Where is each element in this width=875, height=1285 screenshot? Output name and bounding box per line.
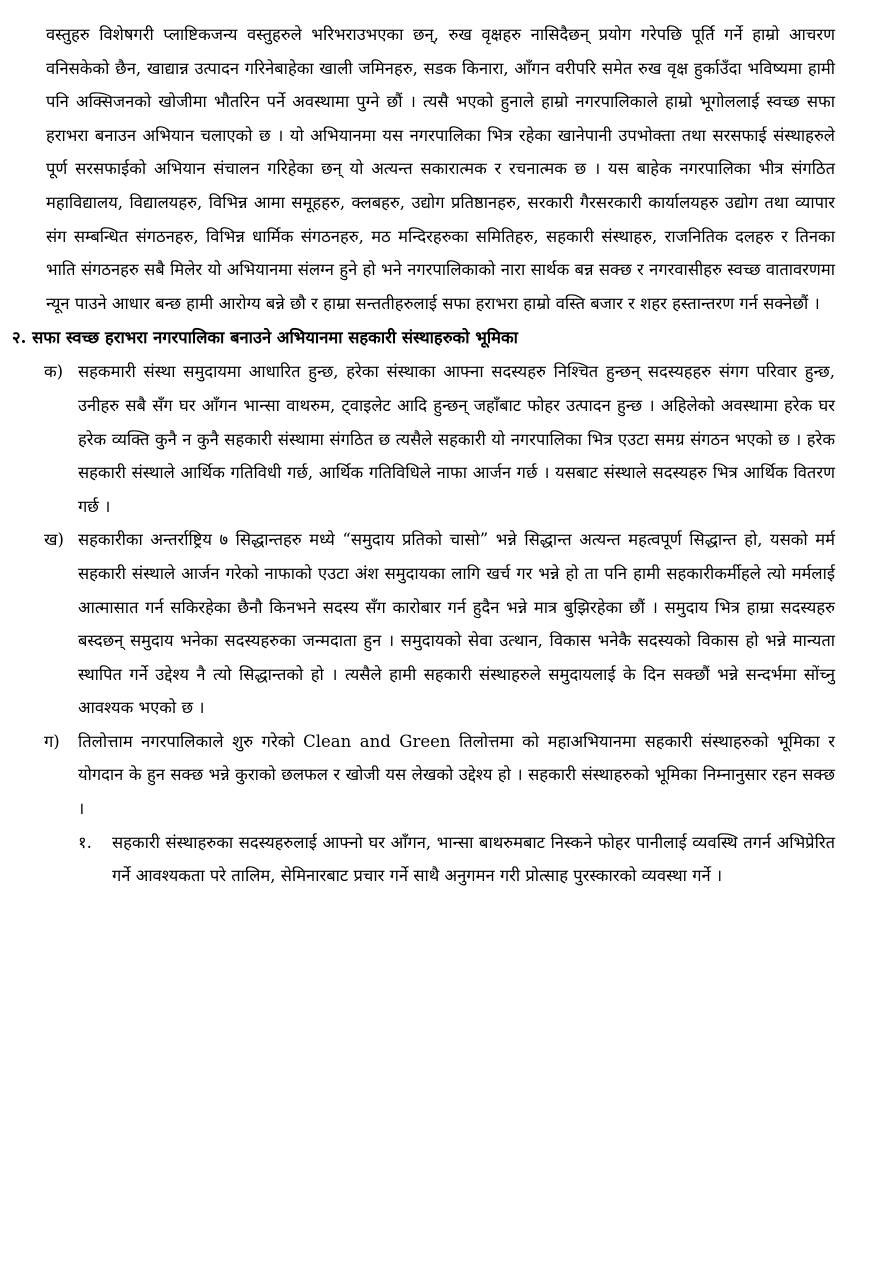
list-item: [44, 523, 835, 725]
list-item-text: तिलोत्ताम नगरपालिकाले शुरु गरेको Clean and Green तिलोत्तमा को महाअभियानमा सहकारी संस्थाहरुको भूमिका र योगदान के हुन सक्छ भन्ने कुराको छलफल र खोजी यस लेखको उद्देश्य हो । सहकारी संस्थाहरुको भूमिका निम्नानुसार रहन सक्छ ।: [78, 731, 835, 819]
list-item-marker: ख): [44, 530, 64, 550]
list-item-text: सहकमारी संस्था समुदायमा आधारित हुन्छ, हरेका संस्थाका आफ्ना सदस्यहरु निश्चित हुन्छन् सदस्यहहरु संगग परिवार हुन्छ, उनीहरु सबै सँग घर आँगन भान्सा वाथरुम, ट्वाइलेट आदि हुन्छन् जहाँबाट फोहर उत्पादन हुन्छ । अहिलेको अवस्थामा हरेक घर हरेक व्यक्ति कुनै न कुनै सहकारी संस्थामा संगठित छ त्यसैले सहकारी यो नगरपालिका भित्र एउटा समग्र संगठन भएको छ । हरेक सहकारी संस्थाले आर्थिक गतिविधी गर्छ, आर्थिक गतिविधिले नाफा आर्जन गर्छ । यसबाट संस्थाले सदस्यहरु भित्र आर्थिक वितरण गर्छ ।: [78, 362, 835, 516]
list-item: [44, 725, 835, 826]
intro-paragraph: वस्तुहरु विशेषगरी प्लाष्टिकजन्य वस्तुहरुले भरिभराउभएका छन्, रुख वृक्षहरु नासिदैछन् प्रयोग गरेपछि पूर्ति गर्ने हाम्रो आचरण वनिसकेको छैन, खाद्यान्न उत्पादन गरिनेबाहेका खाली जमिनहरु, सडक किनारा, आँगन वरीपरि समेत रुख वृक्ष हुर्काउँदा भविष्यमा हामी पनि अक्सिजनको खोजीमा भौतरिन पर्ने अवस्थामा पुग्ने छौं । त्यसै भएको हुनाले हाम्रो नगरपालिकाले हाम्रो भूगोललाई स्वच्छ सफा हराभरा बनाउन अभियान चलाएको छ । यो अभियानमा यस नगरपालिका भित्र रहेका खानेपानी उपभोक्ता तथा सरसफाई संस्थाहरुले पूर्ण सरसफाईको अभियान संचालन गरिहेका छन् यो अत्यन्त सकारात्मक र रचनात्मक छ । यस बाहेक नगरपालिका भीत्र संगठित महाविद्यालय, विद्यालयहरु, विभिन्न आमा समूहहरु, क्लबहरु, उद्योग प्रतिष्ठानहरु, सरकारी गैरसरकारी कार्यालयहरु उद्योग तथा व्यापार संग सम्बन्धित संगठनहरु, विभिन्न धार्मिक संगठनहरु, मठ मन्दिरहरुका समितिहरु, सहकारी संस्थाहरु, राजनितिक दलहरु र तिनका भाति संगठनहरु सबै मिलेर यो अभियानमा संलग्न हुने हो भने नगरपालिकाको नारा सार्थक बन्न सक्छ र नगरवासीहरु स्वच्छ वातावरणमा न्यून पाउने आधार बन्छ हामी आरोग्य बन्ने छौ र हाम्रा सन्ततीहरुलाई सफा हराभरा हाम्रो वस्ति बजार र शहर हस्तान्तरण गर्न सक्नेछौं ।: [46, 25, 835, 313]
sub-list-item: [78, 826, 835, 893]
list-item-text: सहकारीका अन्तर्राष्ट्रिय ७ सिद्धान्तहरु मध्ये “समुदाय प्रतिको चासो” भन्ने सिद्धान्त अत्यन्त महत्वपूर्ण सिद्धान्त हो, यसको मर्म सहकारी संस्थाले आर्जन गरेको नाफाको एउटा अंश समुदायका लागि खर्च गर भन्ने हो ता पनि हामी सहकारीकर्मीहले त्यो मर्मलाई आत्मासात गर्न सकिरहेका छैनौ किनभने सदस्य सँग कारोबार गर्न हुदैन भन्ने मात्र बुझिरहेका छौं । समुदाय भित्र हाम्रा सदस्यहरु बस्दछन् समुदाय भनेका सदस्यहरुका जन्मदाता हुन । समुदायको सेवा उत्थान, विकास भनेकै सदस्यको विकास हो भन्ने मान्यता स्थापित गर्ने उद्देश्य नै त्यो सिद्धान्तको हो । त्यसैले हामी सहकारी संस्थाहरुले समुदायलाई के दिन सक्छौं भन्ने सन्दर्भमा सोंच्नु आवश्यक भएको छ ।: [78, 530, 835, 718]
sub-list-item-text: सहकारी संस्थाहरुका सदस्यहरुलाई आफ्नो घर आँगन, भान्सा बाथरुमबाट निस्कने फोहर पानीलाई व्यवस्थि तगर्न अभिप्रेरित गर्ने आवश्यकता परे तालिम, सेमिनारबाट प्रचार गर्ने साथै अनुगमन गरी प्रोत्साह पुरस्कारको व्यवस्था गर्ने ।: [112, 832, 835, 886]
section-heading: २. सफा स्वच्छ हराभरा नगरपालिका बनाउने अभियानमा सहकारी संस्थाहरुको भूमिका: [12, 328, 518, 348]
list-item-marker: ग): [44, 731, 60, 751]
list-item: [44, 355, 835, 523]
list-item-marker: क): [44, 362, 64, 382]
sub-list-item-marker: १.: [78, 832, 92, 852]
